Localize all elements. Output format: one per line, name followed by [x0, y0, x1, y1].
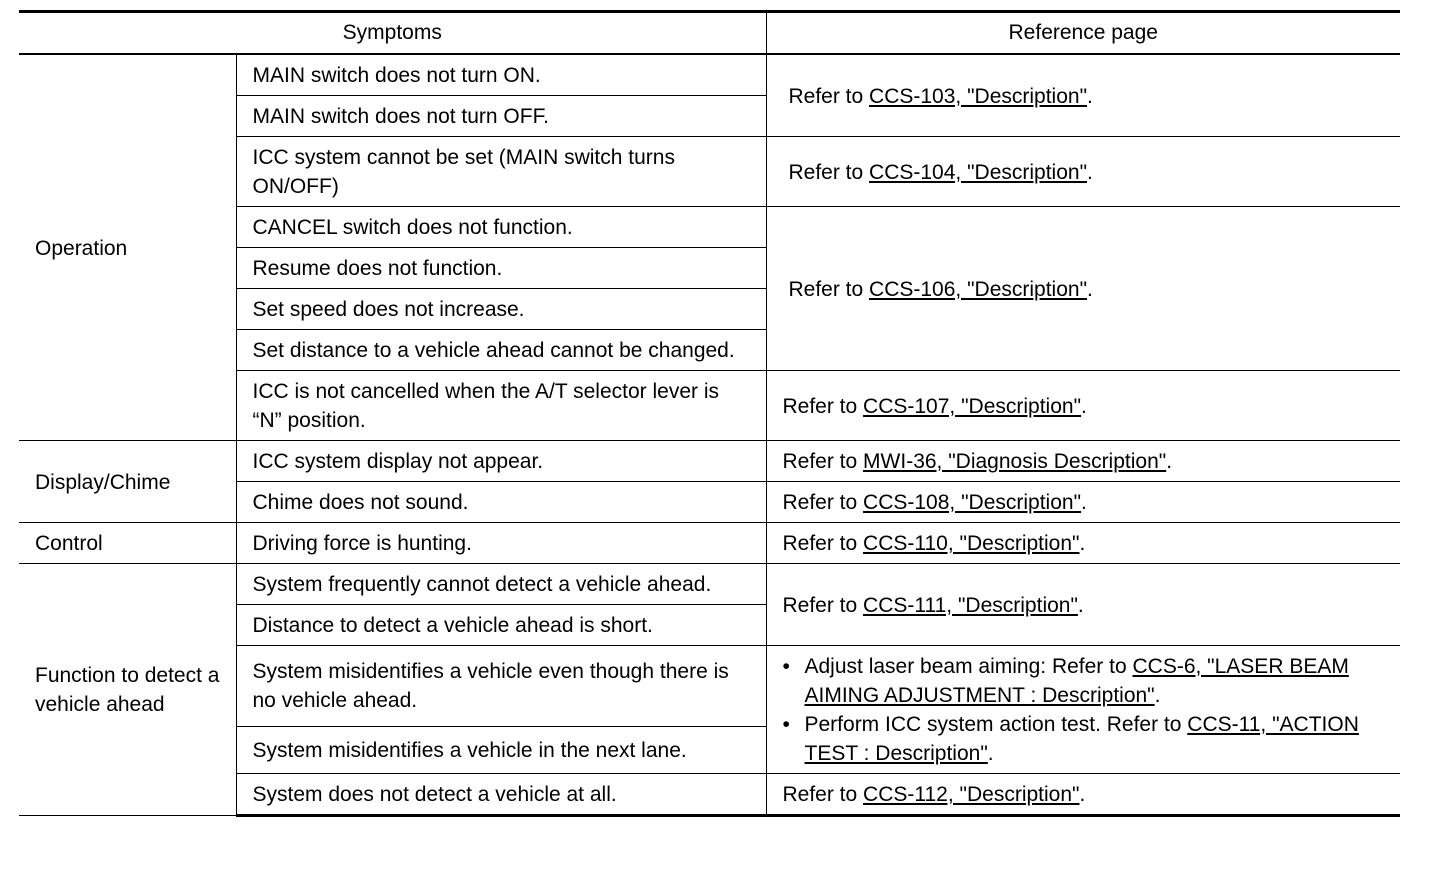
reference-link-ccs-108[interactable]: CCS-108, "Description" [863, 491, 1082, 514]
symptom-cell: Chime does not sound. [236, 482, 766, 523]
reference-cell [766, 482, 1400, 523]
reference-link-ccs-11[interactable]: CCS-11, "ACTION TEST : Description" [804, 713, 1359, 765]
category-function-detect: Function to detect a vehicle ahead [19, 564, 236, 816]
header-symptoms: Symptoms [19, 12, 766, 55]
symptom-reference-table [19, 10, 1400, 817]
reference-link-ccs-104[interactable]: CCS-104, "Description" [869, 160, 1088, 184]
reference-cell [766, 207, 1400, 371]
period: . [1077, 593, 1084, 617]
refer-to-text: Refer to [782, 593, 864, 617]
reference-cell-bullets [766, 646, 1400, 774]
period: . [1087, 160, 1093, 184]
symptom-cell: ICC is not cancelled when the A/T selector lever is “N” position. [236, 371, 766, 441]
reference-cell [766, 54, 1400, 137]
table-row [19, 54, 1400, 96]
reference-cell [766, 371, 1400, 441]
period: . [1081, 394, 1087, 418]
header-row [19, 12, 1400, 55]
period: . [1154, 684, 1161, 707]
period: . [1087, 277, 1093, 301]
symptom-cell: ICC system cannot be set (MAIN switch turns ON/OFF) [236, 137, 766, 207]
symptom-cell: Driving force is hunting. [236, 523, 766, 564]
period: . [1087, 84, 1093, 108]
refer-to-text: Refer to [788, 277, 870, 301]
period: . [987, 742, 994, 765]
refer-to-text: Refer to [782, 783, 864, 806]
refer-to-text: Refer to [782, 450, 864, 473]
bullet-text: Adjust laser beam aiming: Refer to [804, 655, 1133, 678]
table-row [19, 523, 1400, 564]
table-row [19, 441, 1400, 482]
refer-to-text: Refer to [782, 394, 864, 418]
reference-link-ccs-106[interactable]: CCS-106, "Description" [869, 277, 1088, 301]
reference-link-mwi-36[interactable]: MWI-36, "Diagnosis Description" [863, 450, 1167, 473]
symptom-cell: System does not detect a vehicle at all. [236, 774, 766, 816]
symptom-cell: Distance to detect a vehicle ahead is short. [236, 605, 766, 646]
reference-link-ccs-110[interactable]: CCS-110, "Description" [863, 532, 1080, 555]
symptom-cell: System misidentifies a vehicle even though there is no vehicle ahead. [236, 646, 766, 727]
category-display-chime: Display/Chime [19, 441, 236, 523]
period: . [1081, 491, 1087, 514]
period: . [1079, 783, 1086, 806]
reference-bullet-list [783, 652, 1386, 768]
symptom-cell: MAIN switch does not turn ON. [236, 54, 766, 96]
period: . [1079, 532, 1086, 555]
reference-link-ccs-112[interactable]: CCS-112, "Description" [863, 783, 1080, 806]
symptom-cell: Set distance to a vehicle ahead cannot be changed. [236, 330, 766, 371]
refer-to-text: Refer to [788, 160, 870, 184]
header-reference-page: Reference page [766, 12, 1400, 55]
symptom-cell: MAIN switch does not turn OFF. [236, 96, 766, 137]
symptom-cell: System frequently cannot detect a vehicle ahead. [236, 564, 766, 605]
reference-link-ccs-111[interactable]: CCS-111, "Description" [863, 593, 1078, 617]
symptom-cell: Set speed does not increase. [236, 289, 766, 330]
symptom-cell: Resume does not function. [236, 248, 766, 289]
symptom-cell: System misidentifies a vehicle in the next lane. [236, 726, 766, 773]
reference-cell [766, 564, 1400, 646]
reference-link-ccs-107[interactable]: CCS-107, "Description" [863, 394, 1082, 418]
symptom-cell: CANCEL switch does not function. [236, 207, 766, 248]
symptom-cell: ICC system display not appear. [236, 441, 766, 482]
bullet-text: Perform ICC system action test. Refer to [804, 713, 1188, 736]
refer-to-text: Refer to [782, 491, 864, 514]
refer-to-text: Refer to [788, 84, 870, 108]
reference-cell [766, 523, 1400, 564]
refer-to-text: Refer to [782, 532, 864, 555]
reference-link-ccs-103[interactable]: CCS-103, "Description" [869, 84, 1088, 108]
reference-cell [766, 441, 1400, 482]
table-row [19, 564, 1400, 605]
reference-cell [766, 774, 1400, 816]
category-operation: Operation [19, 54, 236, 441]
reference-link-ccs-6[interactable]: CCS-6, "LASER BEAM AIMING ADJUSTMENT : Description" [804, 655, 1349, 707]
category-control: Control [19, 523, 236, 564]
period: . [1166, 450, 1173, 473]
reference-cell [766, 137, 1400, 207]
bullet-item [783, 652, 1386, 710]
bullet-item [783, 710, 1386, 768]
